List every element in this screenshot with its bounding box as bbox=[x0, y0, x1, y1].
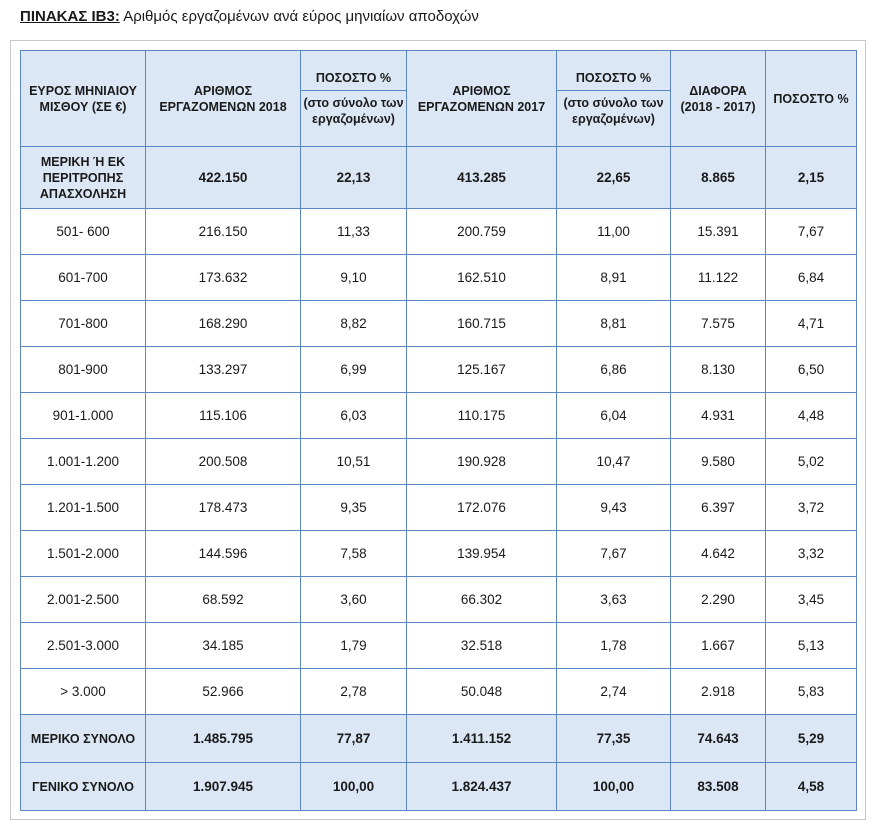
header-diff: ΔΙΑΦΟΡΑ (2018 - 2017) bbox=[671, 51, 766, 147]
table-row bbox=[21, 255, 857, 301]
table-row bbox=[21, 485, 857, 531]
cell-diff: 2.290 bbox=[671, 577, 766, 623]
cell-diff: 1.667 bbox=[671, 623, 766, 669]
cell-pct-2018: 6,99 bbox=[301, 347, 407, 393]
header-workers-2018: ΑΡΙΘΜΟΣ ΕΡΓΑΖΟΜΕΝΩΝ 2018 bbox=[146, 51, 301, 147]
cell-pct-2018: 1,79 bbox=[301, 623, 407, 669]
cell-pct-2017: 1,78 bbox=[557, 623, 671, 669]
cell-pct-2018: 3,60 bbox=[301, 577, 407, 623]
cell-range: ΓΕΝΙΚΟ ΣΥΝΟΛΟ bbox=[21, 763, 146, 811]
table-row bbox=[21, 763, 857, 811]
cell-diff-pct: 5,83 bbox=[766, 669, 857, 715]
cell-pct-2017: 3,63 bbox=[557, 577, 671, 623]
cell-range: ΜΕΡΙΚΗ Ή ΕΚ ΠΕΡΙΤΡΟΠΗΣ ΑΠΑΣΧΟΛΗΣΗ bbox=[21, 147, 146, 209]
cell-diff-pct: 6,50 bbox=[766, 347, 857, 393]
cell-workers-2017: 162.510 bbox=[407, 255, 557, 301]
table-caption bbox=[20, 6, 479, 28]
table-row bbox=[21, 623, 857, 669]
cell-pct-2018: 9,10 bbox=[301, 255, 407, 301]
cell-pct-2018: 77,87 bbox=[301, 715, 407, 763]
cell-workers-2017: 172.076 bbox=[407, 485, 557, 531]
cell-workers-2017: 413.285 bbox=[407, 147, 557, 209]
header-range: ΕΥΡΟΣ ΜΗΝΙΑΙΟΥ ΜΙΣΘΟΥ (ΣΕ €) bbox=[21, 51, 146, 147]
cell-range: 801-900 bbox=[21, 347, 146, 393]
cell-pct-2018: 8,82 bbox=[301, 301, 407, 347]
cell-diff: 15.391 bbox=[671, 209, 766, 255]
header-workers-2017: ΑΡΙΘΜΟΣ ΕΡΓΑΖΟΜΕΝΩΝ 2017 bbox=[407, 51, 557, 147]
cell-pct-2017: 8,91 bbox=[557, 255, 671, 301]
cell-diff: 2.918 bbox=[671, 669, 766, 715]
cell-pct-2017: 7,67 bbox=[557, 531, 671, 577]
table-row bbox=[21, 669, 857, 715]
cell-range: 1.501-2.000 bbox=[21, 531, 146, 577]
table-row bbox=[21, 715, 857, 763]
cell-range: 1.201-1.500 bbox=[21, 485, 146, 531]
cell-pct-2018: 22,13 bbox=[301, 147, 407, 209]
cell-pct-2017: 77,35 bbox=[557, 715, 671, 763]
header-pct-2017-label: ΠΟΣΟΣΤΟ % bbox=[557, 70, 670, 91]
cell-pct-2017: 100,00 bbox=[557, 763, 671, 811]
cell-workers-2018: 216.150 bbox=[146, 209, 301, 255]
cell-workers-2017: 160.715 bbox=[407, 301, 557, 347]
cell-pct-2018: 10,51 bbox=[301, 439, 407, 485]
header-diff-pct: ΠΟΣΟΣΤΟ % bbox=[766, 51, 857, 147]
cell-workers-2018: 52.966 bbox=[146, 669, 301, 715]
cell-workers-2018: 1.907.945 bbox=[146, 763, 301, 811]
cell-pct-2018: 11,33 bbox=[301, 209, 407, 255]
cell-diff-pct: 5,29 bbox=[766, 715, 857, 763]
cell-pct-2018: 100,00 bbox=[301, 763, 407, 811]
cell-diff: 11.122 bbox=[671, 255, 766, 301]
table-row bbox=[21, 439, 857, 485]
cell-pct-2017: 9,43 bbox=[557, 485, 671, 531]
cell-workers-2017: 32.518 bbox=[407, 623, 557, 669]
cell-range: 701-800 bbox=[21, 301, 146, 347]
cell-workers-2017: 1.411.152 bbox=[407, 715, 557, 763]
header-pct-2018-label: ΠΟΣΟΣΤΟ % bbox=[301, 70, 406, 91]
cell-pct-2017: 11,00 bbox=[557, 209, 671, 255]
cell-diff-pct: 5,13 bbox=[766, 623, 857, 669]
table-row bbox=[21, 393, 857, 439]
cell-diff-pct: 3,72 bbox=[766, 485, 857, 531]
cell-workers-2018: 422.150 bbox=[146, 147, 301, 209]
cell-workers-2018: 173.632 bbox=[146, 255, 301, 301]
cell-range: > 3.000 bbox=[21, 669, 146, 715]
cell-range: 601-700 bbox=[21, 255, 146, 301]
cell-diff: 4.642 bbox=[671, 531, 766, 577]
header-pct-2018 bbox=[301, 51, 407, 147]
cell-diff-pct: 4,48 bbox=[766, 393, 857, 439]
cell-workers-2017: 200.759 bbox=[407, 209, 557, 255]
cell-pct-2018: 6,03 bbox=[301, 393, 407, 439]
header-pct-2017-note: (στο σύνολο των εργαζομένων) bbox=[563, 96, 664, 126]
cell-pct-2017: 2,74 bbox=[557, 669, 671, 715]
header-pct-2018-note: (στο σύνολο των εργαζομένων) bbox=[303, 96, 404, 126]
cell-workers-2018: 34.185 bbox=[146, 623, 301, 669]
cell-diff: 8.130 bbox=[671, 347, 766, 393]
cell-workers-2017: 110.175 bbox=[407, 393, 557, 439]
cell-diff-pct: 3,45 bbox=[766, 577, 857, 623]
cell-pct-2018: 9,35 bbox=[301, 485, 407, 531]
cell-pct-2018: 7,58 bbox=[301, 531, 407, 577]
cell-diff: 9.580 bbox=[671, 439, 766, 485]
cell-workers-2018: 1.485.795 bbox=[146, 715, 301, 763]
cell-diff-pct: 6,84 bbox=[766, 255, 857, 301]
cell-range: ΜΕΡΙΚΟ ΣΥΝΟΛΟ bbox=[21, 715, 146, 763]
cell-workers-2018: 133.297 bbox=[146, 347, 301, 393]
cell-pct-2017: 6,86 bbox=[557, 347, 671, 393]
table-row bbox=[21, 577, 857, 623]
cell-workers-2018: 115.106 bbox=[146, 393, 301, 439]
cell-workers-2017: 1.824.437 bbox=[407, 763, 557, 811]
cell-range: 2.001-2.500 bbox=[21, 577, 146, 623]
cell-diff-pct: 5,02 bbox=[766, 439, 857, 485]
caption-label: ΠΙΝΑΚΑΣ ΙΒ3: bbox=[20, 8, 120, 25]
cell-range: 2.501-3.000 bbox=[21, 623, 146, 669]
cell-workers-2018: 168.290 bbox=[146, 301, 301, 347]
table-row bbox=[21, 301, 857, 347]
cell-diff: 6.397 bbox=[671, 485, 766, 531]
cell-pct-2018: 2,78 bbox=[301, 669, 407, 715]
cell-diff-pct: 7,67 bbox=[766, 209, 857, 255]
cell-workers-2017: 50.048 bbox=[407, 669, 557, 715]
cell-pct-2017: 10,47 bbox=[557, 439, 671, 485]
table-row bbox=[21, 209, 857, 255]
cell-workers-2018: 68.592 bbox=[146, 577, 301, 623]
cell-workers-2017: 139.954 bbox=[407, 531, 557, 577]
cell-workers-2017: 125.167 bbox=[407, 347, 557, 393]
cell-diff-pct: 3,32 bbox=[766, 531, 857, 577]
table-row bbox=[21, 347, 857, 393]
cell-workers-2017: 66.302 bbox=[407, 577, 557, 623]
cell-diff: 83.508 bbox=[671, 763, 766, 811]
caption-text: Αριθμός εργαζομένων ανά εύρος μηνιαίων αποδοχών bbox=[123, 8, 479, 25]
cell-diff-pct: 2,15 bbox=[766, 147, 857, 209]
cell-pct-2017: 8,81 bbox=[557, 301, 671, 347]
cell-workers-2018: 200.508 bbox=[146, 439, 301, 485]
table-row bbox=[21, 531, 857, 577]
cell-workers-2018: 144.596 bbox=[146, 531, 301, 577]
cell-diff: 4.931 bbox=[671, 393, 766, 439]
cell-diff: 7.575 bbox=[671, 301, 766, 347]
cell-workers-2018: 178.473 bbox=[146, 485, 301, 531]
table-row bbox=[21, 147, 857, 209]
cell-workers-2017: 190.928 bbox=[407, 439, 557, 485]
cell-diff-pct: 4,58 bbox=[766, 763, 857, 811]
header-row bbox=[21, 51, 857, 147]
cell-pct-2017: 6,04 bbox=[557, 393, 671, 439]
cell-range: 1.001-1.200 bbox=[21, 439, 146, 485]
cell-diff: 8.865 bbox=[671, 147, 766, 209]
cell-pct-2017: 22,65 bbox=[557, 147, 671, 209]
employees-table bbox=[20, 50, 857, 811]
header-pct-2017 bbox=[557, 51, 671, 147]
cell-diff: 74.643 bbox=[671, 715, 766, 763]
cell-range: 501- 600 bbox=[21, 209, 146, 255]
cell-diff-pct: 4,71 bbox=[766, 301, 857, 347]
cell-range: 901-1.000 bbox=[21, 393, 146, 439]
